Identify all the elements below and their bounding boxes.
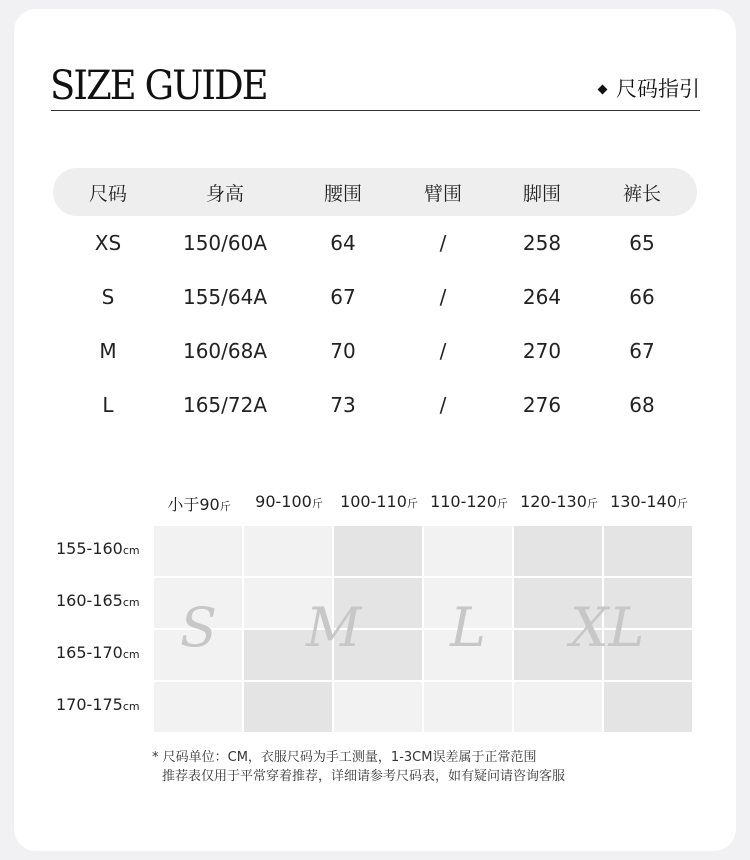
grid-cell bbox=[334, 526, 422, 576]
page-title: SIZE GUIDE bbox=[50, 63, 267, 109]
weight-column-labels bbox=[154, 484, 694, 524]
cell-length: 66 bbox=[629, 285, 655, 309]
cell-waist: 64 bbox=[330, 231, 356, 255]
cell-ankle: 270 bbox=[522, 339, 562, 363]
cell-ankle: 264 bbox=[522, 285, 562, 309]
header-ankle: 脚围 bbox=[522, 182, 561, 205]
grid-cell bbox=[514, 682, 602, 732]
cell-waist: 70 bbox=[330, 339, 356, 363]
diamond-icon bbox=[598, 84, 608, 94]
cell-arm: / bbox=[439, 285, 447, 309]
size-table-header bbox=[53, 168, 697, 216]
height-label: 155-160cm bbox=[56, 539, 140, 558]
weight-label: 90-100斤 bbox=[255, 492, 323, 511]
header-waist: 腰围 bbox=[323, 182, 362, 205]
grid-cell bbox=[424, 682, 512, 732]
cell-size: XS bbox=[94, 231, 122, 255]
header-arm: 臂围 bbox=[423, 182, 462, 205]
cell-waist: 67 bbox=[330, 285, 356, 309]
size-letter-l: L bbox=[450, 596, 486, 659]
cell-arm: / bbox=[439, 393, 447, 417]
table-row bbox=[53, 270, 697, 324]
grid-cell bbox=[424, 526, 512, 576]
grid-cell bbox=[244, 682, 332, 732]
height-label: 165-170cm bbox=[56, 643, 140, 662]
table-row bbox=[53, 324, 697, 378]
footnote bbox=[152, 748, 565, 786]
weight-label: 120-130斤 bbox=[520, 492, 598, 511]
cell-height: 150/60A bbox=[182, 231, 268, 255]
cell-arm: / bbox=[439, 339, 447, 363]
cell-length: 65 bbox=[629, 231, 655, 255]
grid-cell bbox=[604, 526, 692, 576]
cell-length: 67 bbox=[629, 339, 655, 363]
cell-size: L bbox=[102, 393, 114, 417]
footnote-line-2: 推荐表仅用于平常穿着推荐，详细请参考尺码表，如有疑问请咨询客服 bbox=[162, 769, 566, 784]
cell-length: 68 bbox=[629, 393, 655, 417]
table-row bbox=[53, 216, 697, 270]
size-table bbox=[53, 168, 697, 432]
weight-label: 110-120斤 bbox=[430, 492, 508, 511]
page-subtitle: 尺码指引 bbox=[616, 77, 700, 101]
height-label: 160-165cm bbox=[56, 591, 140, 610]
grid-cell bbox=[244, 526, 332, 576]
grid-cell bbox=[604, 682, 692, 732]
header-length: 裤长 bbox=[622, 182, 661, 205]
cell-ankle: 258 bbox=[522, 231, 562, 255]
cell-height: 160/68A bbox=[182, 339, 268, 363]
size-letter-s: S bbox=[180, 596, 217, 659]
grid-cell bbox=[514, 526, 602, 576]
header-height: 身高 bbox=[205, 182, 244, 205]
cell-size: S bbox=[101, 285, 115, 309]
cell-ankle: 276 bbox=[522, 393, 562, 417]
subtitle-group bbox=[599, 76, 700, 102]
weight-label: 100-110斤 bbox=[340, 492, 418, 511]
grid-cell bbox=[154, 682, 242, 732]
cell-size: M bbox=[99, 339, 117, 363]
cell-height: 155/64A bbox=[182, 285, 268, 309]
cell-height: 165/72A bbox=[182, 393, 268, 417]
footnote-line-1: * 尺码单位：CM，衣服尺码为手工测量，1-3CM误差属于正常范围 bbox=[152, 750, 537, 765]
height-label: 170-175cm bbox=[56, 695, 140, 714]
size-letter-xl: XL bbox=[570, 596, 645, 659]
cell-arm: / bbox=[439, 231, 447, 255]
title-divider bbox=[51, 110, 700, 111]
weight-label: 130-140斤 bbox=[610, 492, 688, 511]
grid-cell bbox=[334, 682, 422, 732]
grid-cell bbox=[154, 526, 242, 576]
weight-label: 小于90斤 bbox=[167, 495, 231, 514]
size-letter-m: M bbox=[306, 596, 362, 659]
table-row bbox=[53, 378, 697, 432]
cell-waist: 73 bbox=[330, 393, 356, 417]
header-size: 尺码 bbox=[88, 182, 127, 205]
